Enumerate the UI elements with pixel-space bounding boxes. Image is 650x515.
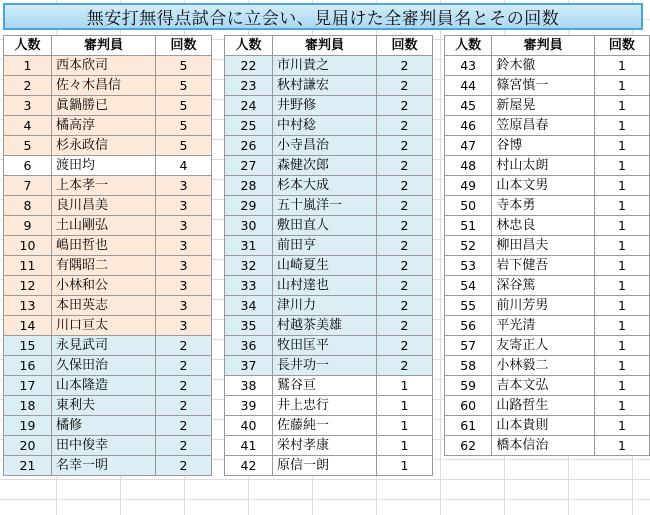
times-cell: 1	[594, 336, 649, 356]
table-row	[4, 356, 212, 376]
umpire-name-cell: 新屋晃	[492, 96, 595, 116]
header-count-of-people: 人数	[445, 36, 492, 56]
umpire-name-cell: 良川昌美	[52, 196, 156, 216]
table-row	[225, 196, 433, 216]
umpire-name-cell: 佐藤純一	[273, 416, 377, 436]
table-row	[4, 296, 212, 316]
umpire-name-cell: 林忠良	[492, 216, 595, 236]
umpire-name-cell: 上本孝一	[52, 176, 156, 196]
table-row	[445, 276, 650, 296]
table-row	[225, 136, 433, 156]
times-cell: 1	[594, 156, 649, 176]
table-header-row	[4, 36, 212, 56]
table-row	[225, 336, 433, 356]
row-number-cell: 19	[4, 416, 52, 436]
row-number-cell: 58	[445, 356, 492, 376]
row-number-cell: 35	[225, 316, 273, 336]
times-cell: 2	[156, 416, 212, 436]
row-number-cell: 20	[4, 436, 52, 456]
times-cell: 2	[377, 56, 433, 76]
umpire-name-cell: 佐々木昌信	[52, 76, 156, 96]
table-row	[225, 276, 433, 296]
row-number-cell: 56	[445, 316, 492, 336]
row-number-cell: 13	[4, 296, 52, 316]
row-number-cell: 60	[445, 396, 492, 416]
row-number-cell: 40	[225, 416, 273, 436]
row-number-cell: 41	[225, 436, 273, 456]
umpire-name-cell: 本田英志	[52, 296, 156, 316]
table-row	[445, 216, 650, 236]
times-cell: 1	[377, 376, 433, 396]
table-row	[225, 236, 433, 256]
times-cell: 1	[594, 216, 649, 236]
times-cell: 3	[156, 236, 212, 256]
header-times: 回数	[156, 36, 212, 56]
row-number-cell: 23	[225, 76, 273, 96]
row-number-cell: 7	[4, 176, 52, 196]
row-number-cell: 42	[225, 456, 273, 476]
umpire-name-cell: 久保田治	[52, 356, 156, 376]
header-umpire: 審判員	[273, 36, 377, 56]
row-number-cell: 54	[445, 276, 492, 296]
table-row	[445, 96, 650, 116]
header-count-of-people: 人数	[225, 36, 273, 56]
row-number-cell: 4	[4, 116, 52, 136]
row-number-cell: 32	[225, 256, 273, 276]
table-row	[4, 236, 212, 256]
table-row	[4, 276, 212, 296]
umpire-name-cell: 橘修	[52, 416, 156, 436]
row-number-cell: 30	[225, 216, 273, 236]
times-cell: 1	[594, 396, 649, 416]
times-cell: 2	[156, 376, 212, 396]
header-times: 回数	[377, 36, 433, 56]
table-row	[445, 116, 650, 136]
times-cell: 3	[156, 196, 212, 216]
times-cell: 1	[377, 436, 433, 456]
times-cell: 1	[594, 196, 649, 216]
row-number-cell: 22	[225, 56, 273, 76]
umpire-name-cell: 嶋田哲也	[52, 236, 156, 256]
row-number-cell: 8	[4, 196, 52, 216]
row-number-cell: 5	[4, 136, 52, 156]
umpire-name-cell: 寺本勇	[492, 196, 595, 216]
table-row	[225, 56, 433, 76]
umpire-name-cell: 篠宮慎一	[492, 76, 595, 96]
times-cell: 2	[377, 136, 433, 156]
umpire-name-cell: 杉永政信	[52, 136, 156, 156]
row-number-cell: 27	[225, 156, 273, 176]
row-number-cell: 52	[445, 236, 492, 256]
row-number-cell: 33	[225, 276, 273, 296]
times-cell: 5	[156, 56, 212, 76]
umpire-name-cell: 土山剛弘	[52, 216, 156, 236]
times-cell: 1	[377, 416, 433, 436]
umpire-name-cell: 井野修	[273, 96, 377, 116]
umpire-name-cell: 牧田匡平	[273, 336, 377, 356]
times-cell: 1	[594, 56, 649, 76]
umpire-name-cell: 中村稔	[273, 116, 377, 136]
umpire-name-cell: 東利夫	[52, 396, 156, 416]
umpire-name-cell: 山本貴則	[492, 416, 595, 436]
times-cell: 2	[377, 96, 433, 116]
umpire-name-cell: 栄村孝康	[273, 436, 377, 456]
times-cell: 2	[156, 456, 212, 476]
table-row	[4, 436, 212, 456]
umpire-name-cell: 橋本信治	[492, 436, 595, 456]
header-count-of-people: 人数	[4, 36, 52, 56]
table-row	[4, 76, 212, 96]
umpire-table-3	[444, 35, 650, 456]
umpire-name-cell: 山村達也	[273, 276, 377, 296]
umpire-name-cell: 井上忠行	[273, 396, 377, 416]
row-number-cell: 45	[445, 96, 492, 116]
times-cell: 2	[377, 76, 433, 96]
umpire-table-2	[224, 35, 433, 476]
umpire-name-cell: 川口亘太	[52, 316, 156, 336]
table-row	[225, 76, 433, 96]
table-row	[225, 176, 433, 196]
times-cell: 1	[377, 456, 433, 476]
times-cell: 1	[594, 116, 649, 136]
table-row	[4, 116, 212, 136]
row-number-cell: 37	[225, 356, 273, 376]
table-row	[4, 156, 212, 176]
row-number-cell: 14	[4, 316, 52, 336]
row-number-cell: 55	[445, 296, 492, 316]
times-cell: 2	[377, 196, 433, 216]
table-row	[445, 176, 650, 196]
times-cell: 1	[594, 376, 649, 396]
row-number-cell: 28	[225, 176, 273, 196]
times-cell: 2	[377, 216, 433, 236]
times-cell: 1	[594, 96, 649, 116]
umpire-name-cell: 橘高淳	[52, 116, 156, 136]
row-number-cell: 6	[4, 156, 52, 176]
row-number-cell: 46	[445, 116, 492, 136]
row-number-cell: 50	[445, 196, 492, 216]
row-number-cell: 10	[4, 236, 52, 256]
table-row	[225, 116, 433, 136]
times-cell: 2	[156, 336, 212, 356]
table-row	[445, 336, 650, 356]
row-number-cell: 59	[445, 376, 492, 396]
times-cell: 2	[377, 316, 433, 336]
umpire-name-cell: 深谷篤	[492, 276, 595, 296]
row-number-cell: 1	[4, 56, 52, 76]
table-row	[445, 236, 650, 256]
row-number-cell: 49	[445, 176, 492, 196]
times-cell: 2	[377, 256, 433, 276]
row-number-cell: 3	[4, 96, 52, 116]
umpire-name-cell: 小寺昌治	[273, 136, 377, 156]
umpire-name-cell: 原信一朗	[273, 456, 377, 476]
times-cell: 3	[156, 256, 212, 276]
table-row	[4, 196, 212, 216]
row-number-cell: 36	[225, 336, 273, 356]
table-row	[225, 376, 433, 396]
row-number-cell: 16	[4, 356, 52, 376]
table-row	[445, 376, 650, 396]
umpire-name-cell: 友寄正人	[492, 336, 595, 356]
times-cell: 2	[377, 296, 433, 316]
header-umpire: 審判員	[492, 36, 595, 56]
times-cell: 1	[594, 176, 649, 196]
umpire-name-cell: 市川貴之	[273, 56, 377, 76]
times-cell: 2	[156, 356, 212, 376]
umpire-name-cell: 山本文男	[492, 176, 595, 196]
row-number-cell: 47	[445, 136, 492, 156]
row-number-cell: 38	[225, 376, 273, 396]
umpire-name-cell: 西本欣司	[52, 56, 156, 76]
times-cell: 2	[377, 336, 433, 356]
times-cell: 3	[156, 216, 212, 236]
umpire-name-cell: 前田亨	[273, 236, 377, 256]
times-cell: 2	[377, 236, 433, 256]
times-cell: 1	[594, 316, 649, 336]
row-number-cell: 12	[4, 276, 52, 296]
row-number-cell: 25	[225, 116, 273, 136]
table-row	[445, 356, 650, 376]
row-number-cell: 34	[225, 296, 273, 316]
umpire-name-cell: 笠原昌春	[492, 116, 595, 136]
umpire-name-cell: 吉本文弘	[492, 376, 595, 396]
table-row	[445, 256, 650, 276]
table-row	[445, 436, 650, 456]
table-row	[4, 396, 212, 416]
times-cell: 1	[377, 396, 433, 416]
times-cell: 1	[594, 296, 649, 316]
table-row	[225, 456, 433, 476]
row-number-cell: 9	[4, 216, 52, 236]
times-cell: 2	[377, 356, 433, 376]
header-umpire: 審判員	[52, 36, 156, 56]
row-number-cell: 48	[445, 156, 492, 176]
table-row	[225, 416, 433, 436]
umpire-name-cell: 平光清	[492, 316, 595, 336]
table-header-row	[445, 36, 650, 56]
times-cell: 3	[156, 276, 212, 296]
table-row	[4, 376, 212, 396]
umpire-name-cell: 森健次郎	[273, 156, 377, 176]
times-cell: 1	[594, 256, 649, 276]
row-number-cell: 53	[445, 256, 492, 276]
table-row	[4, 136, 212, 156]
table-row	[225, 436, 433, 456]
times-cell: 2	[377, 176, 433, 196]
row-number-cell: 62	[445, 436, 492, 456]
row-number-cell: 18	[4, 396, 52, 416]
umpire-name-cell: 鈴木徹	[492, 56, 595, 76]
times-cell: 1	[594, 416, 649, 436]
times-cell: 3	[156, 176, 212, 196]
times-cell: 3	[156, 316, 212, 336]
umpire-name-cell: 柳田昌夫	[492, 236, 595, 256]
umpire-name-cell: 五十嵐洋一	[273, 196, 377, 216]
row-number-cell: 44	[445, 76, 492, 96]
row-number-cell: 17	[4, 376, 52, 396]
umpire-name-cell: 村山太朗	[492, 156, 595, 176]
times-cell: 2	[377, 116, 433, 136]
umpire-name-cell: 永見武司	[52, 336, 156, 356]
times-cell: 2	[377, 156, 433, 176]
table-row	[445, 56, 650, 76]
table-row	[4, 176, 212, 196]
umpire-table-1	[3, 35, 212, 476]
row-number-cell: 39	[225, 396, 273, 416]
table-row	[225, 256, 433, 276]
table-row	[225, 356, 433, 376]
times-cell: 2	[156, 436, 212, 456]
header-times: 回数	[594, 36, 649, 56]
page-title: 無安打無得点試合に立会い、見届けた全審判員名とその回数	[3, 3, 643, 30]
table-row	[445, 76, 650, 96]
umpire-name-cell: 鷲谷亘	[273, 376, 377, 396]
row-number-cell: 57	[445, 336, 492, 356]
row-number-cell: 31	[225, 236, 273, 256]
table-row	[4, 96, 212, 116]
umpire-name-cell: 岩下健吾	[492, 256, 595, 276]
umpire-name-cell: 敷田直人	[273, 216, 377, 236]
row-number-cell: 21	[4, 456, 52, 476]
umpire-name-cell: 谷博	[492, 136, 595, 156]
table-row	[445, 196, 650, 216]
table-row	[445, 296, 650, 316]
times-cell: 4	[156, 156, 212, 176]
table-header-row	[225, 36, 433, 56]
umpire-name-cell: 村越茶美雄	[273, 316, 377, 336]
times-cell: 5	[156, 116, 212, 136]
table-row	[4, 456, 212, 476]
table-row	[225, 216, 433, 236]
row-number-cell: 26	[225, 136, 273, 156]
table-row	[225, 316, 433, 336]
row-number-cell: 2	[4, 76, 52, 96]
times-cell: 1	[594, 436, 649, 456]
umpire-name-cell: 有隅昭二	[52, 256, 156, 276]
table-row	[445, 396, 650, 416]
times-cell: 5	[156, 96, 212, 116]
times-cell: 3	[156, 296, 212, 316]
row-number-cell: 11	[4, 256, 52, 276]
umpire-name-cell: 前川芳男	[492, 296, 595, 316]
times-cell: 5	[156, 136, 212, 156]
row-number-cell: 24	[225, 96, 273, 116]
table-row	[225, 296, 433, 316]
table-row	[225, 156, 433, 176]
times-cell: 5	[156, 76, 212, 96]
umpire-name-cell: 杉本大成	[273, 176, 377, 196]
umpire-name-cell: 渡田均	[52, 156, 156, 176]
umpire-name-cell: 山崎夏生	[273, 256, 377, 276]
umpire-name-cell: 小林和公	[52, 276, 156, 296]
times-cell: 1	[594, 136, 649, 156]
times-cell: 1	[594, 276, 649, 296]
table-row	[4, 316, 212, 336]
table-row	[4, 416, 212, 436]
umpire-name-cell: 山路哲生	[492, 396, 595, 416]
row-number-cell: 29	[225, 196, 273, 216]
umpire-name-cell: 津川力	[273, 296, 377, 316]
times-cell: 2	[377, 276, 433, 296]
table-row	[445, 416, 650, 436]
times-cell: 1	[594, 356, 649, 376]
table-row	[4, 336, 212, 356]
umpire-name-cell: 眞鍋勝已	[52, 96, 156, 116]
times-cell: 2	[156, 396, 212, 416]
times-cell: 1	[594, 76, 649, 96]
table-row	[4, 216, 212, 236]
row-number-cell: 61	[445, 416, 492, 436]
row-number-cell: 51	[445, 216, 492, 236]
umpire-name-cell: 秋村謙宏	[273, 76, 377, 96]
table-row	[4, 56, 212, 76]
table-row	[445, 136, 650, 156]
table-row	[445, 316, 650, 336]
umpire-name-cell: 田中俊幸	[52, 436, 156, 456]
umpire-name-cell: 山本隆造	[52, 376, 156, 396]
table-row	[225, 396, 433, 416]
umpire-name-cell: 長井功一	[273, 356, 377, 376]
row-number-cell: 15	[4, 336, 52, 356]
table-row	[445, 156, 650, 176]
row-number-cell: 43	[445, 56, 492, 76]
times-cell: 1	[594, 236, 649, 256]
umpire-name-cell: 小林毅二	[492, 356, 595, 376]
table-row	[225, 96, 433, 116]
table-row	[4, 256, 212, 276]
umpire-name-cell: 名幸一明	[52, 456, 156, 476]
